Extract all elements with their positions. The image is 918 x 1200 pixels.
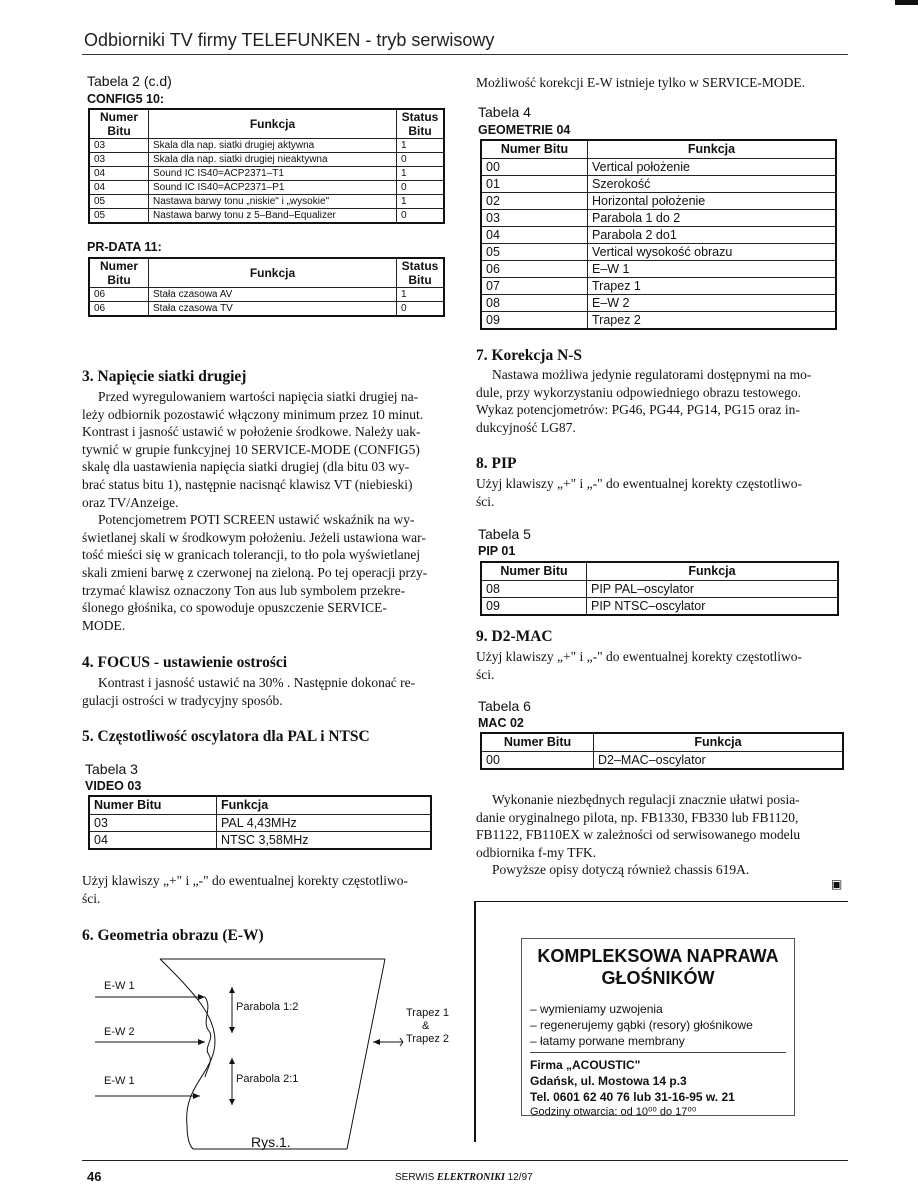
- ad-divider: [530, 1052, 786, 1053]
- text-line: Użyj klawiszy „+" i „-" do ewentualnej korekty częstotliwo-: [476, 476, 803, 491]
- ad-title-line2: GŁOŚNIKÓW: [601, 968, 715, 988]
- cell: 0: [397, 302, 445, 317]
- text-line: skalę dla uastawienia napięcia siatki drugiej (dla bitu 03 wy-: [82, 459, 410, 475]
- section-8-title: 8. PIP: [476, 455, 517, 472]
- cell: Nastawa barwy tonu z 5–Band–Equalizer: [149, 209, 397, 224]
- cell: Skala dla nap. siatki drugiej aktywna: [149, 139, 397, 153]
- ad-hours: Godziny otwarcia: od 10⁰⁰ do 17⁰⁰: [530, 1106, 697, 1118]
- ad-phone: Tel. 0601 62 40 76 lub 31-16-95 w. 21: [530, 1090, 735, 1104]
- cell: 05: [89, 209, 149, 224]
- prdata-table: [88, 257, 445, 317]
- text-line: ści.: [476, 666, 495, 682]
- ad-frame-left: [474, 901, 476, 1142]
- cell: 09: [481, 598, 587, 616]
- table-header: Numer Bitu: [89, 109, 149, 139]
- cell: Vertical wysokość obrazu: [588, 244, 837, 261]
- section-5-note: [82, 872, 448, 907]
- table4-sub: GEOMETRIE 04: [478, 123, 571, 137]
- table-row: [89, 167, 444, 181]
- text-line: świetlanej skali w środkowym położeniu. Jeżeli ustawiona war-: [82, 529, 426, 545]
- cell: 0: [397, 209, 445, 224]
- mac-table: [480, 732, 844, 770]
- cell: 04: [89, 832, 217, 850]
- ad-address: Gdańsk, ul. Mostowa 14 p.3: [530, 1074, 687, 1088]
- cell: 1: [397, 167, 445, 181]
- table-header: Status Bitu: [397, 258, 445, 288]
- ad-title-line1: KOMPLEKSOWA NAPRAWA: [537, 946, 779, 966]
- text-line: FB1122, FB110EX w zależności od serwisowanego modelu: [476, 827, 801, 843]
- section-3: [82, 368, 448, 634]
- table-row: [89, 181, 444, 195]
- section-3-title: 3. Napięcie siatki drugiej: [82, 368, 247, 385]
- ad-box: [521, 938, 795, 1116]
- text-line: MODE.: [82, 617, 126, 633]
- cell: 09: [481, 312, 588, 330]
- table5-caption: Tabela 5: [478, 526, 531, 542]
- table-header: Status Bitu: [397, 109, 445, 139]
- cell: PIP PAL–oscylator: [587, 581, 839, 598]
- table-header: Funkcja: [149, 109, 397, 139]
- label-parabola21: Parabola 2:1: [236, 1073, 299, 1085]
- table-header: Numer Bitu: [89, 796, 217, 815]
- ew2-arrowhead: [198, 1039, 205, 1045]
- magazine-issue: 12/97: [504, 1172, 533, 1183]
- table-header: Numer Bitu: [481, 733, 594, 752]
- table6-sub: MAC 02: [478, 716, 524, 730]
- table-row: [89, 832, 431, 850]
- section-8-text: [476, 475, 848, 510]
- cell: 08: [481, 295, 588, 312]
- cell: 07: [481, 278, 588, 295]
- ad-list: [530, 1001, 786, 1049]
- section-4-text: [82, 674, 448, 709]
- cell: Trapez 1: [588, 278, 837, 295]
- table-row: [481, 752, 843, 770]
- cell: Horizontal położenie: [588, 193, 837, 210]
- cell: D2–MAC–oscylator: [594, 752, 844, 770]
- section-3-p1: [82, 388, 448, 511]
- end-of-article-icon: ▣: [831, 877, 843, 891]
- text-line: danie oryginalnego pilota, np. FB1330, FB330 lub FB1120,: [476, 809, 799, 825]
- cell: 01: [481, 176, 588, 193]
- text-line: dule, przy wykorzystaniu odpowiedniego obrazu testowego.: [476, 384, 802, 400]
- text-line: leży odbiornik pozostawić włączony minimum przez 10 minut.: [82, 406, 424, 422]
- table6-caption: Tabela 6: [478, 698, 531, 714]
- text-line: dukcyjność LG87.: [476, 419, 576, 435]
- cell: PIP NTSC–oscylator: [587, 598, 839, 616]
- section-3-p2: [82, 511, 448, 634]
- waveform-left-curve: [160, 959, 215, 1149]
- text-line: Przed wyregulowaniem wartości napięcia siatki drugiej na-: [98, 389, 419, 404]
- list-item: – regenerujemy gąbki (resory) głośnikowe: [530, 1018, 753, 1032]
- table-header: Funkcja: [217, 796, 432, 815]
- section-8: [476, 455, 848, 510]
- cell: 03: [481, 210, 588, 227]
- table-row: [481, 244, 836, 261]
- cell: 00: [481, 752, 594, 770]
- table-row: [89, 209, 444, 224]
- table-header-row: [89, 796, 431, 815]
- text-line: ści.: [82, 890, 101, 906]
- table-row: [481, 176, 836, 193]
- cell: 04: [89, 181, 149, 195]
- table-header: Funkcja: [588, 140, 837, 159]
- text-line: oraz TV/Anzeige.: [82, 494, 179, 510]
- cell: Nastawa barwy tonu „niskie" i „wysokie": [149, 195, 397, 209]
- cell: 04: [89, 167, 149, 181]
- text-line: Potencjometrem POTI SCREEN ustawić wskaźnik na wy-: [98, 512, 415, 528]
- label-trapez2: Trapez 2: [406, 1033, 450, 1045]
- section-6-title: 6. Geometria obrazu (E-W): [82, 927, 264, 944]
- footer-rule: [82, 1160, 848, 1161]
- text-line: Nastawa możliwa jedynie regulatorami dostępnymi na mo-: [492, 367, 812, 382]
- cell: 03: [89, 139, 149, 153]
- table-row: [89, 302, 444, 317]
- table-row: [481, 581, 838, 598]
- text-line: tywnić w grupie funkcyjnej 10 SERVICE-MODE (CONFIG5): [82, 441, 420, 457]
- cell: Vertical położenie: [588, 159, 837, 176]
- table-header-row: [481, 562, 838, 581]
- table-header-row: [89, 258, 444, 288]
- cell: Trapez 2: [588, 312, 837, 330]
- corner-mark: [895, 0, 918, 5]
- table-header-row: [481, 140, 836, 159]
- magazine-prefix: SERWIS: [395, 1172, 438, 1183]
- table-row: [481, 159, 836, 176]
- cell: 1: [397, 288, 445, 302]
- label-trapez1: Trapez 1: [406, 1007, 450, 1019]
- table-row: [89, 139, 444, 153]
- cell: PAL 4,43MHz: [217, 815, 432, 832]
- table-row: [481, 210, 836, 227]
- cell: E–W 1: [588, 261, 837, 278]
- cell: 05: [89, 195, 149, 209]
- ad-firm: Firma „ACOUSTIC": [530, 1058, 641, 1072]
- ad-frame-top: [474, 901, 848, 902]
- cell: Skala dla nap. siatki drugiej nieaktywna: [149, 153, 397, 167]
- table-row: [481, 278, 836, 295]
- closing-paragraph: [476, 791, 848, 879]
- table-row: [481, 227, 836, 244]
- p12-up-arrowhead: [229, 987, 235, 993]
- cell: 06: [481, 261, 588, 278]
- table-row: [481, 598, 838, 616]
- label-ew1-bottom: E-W 1: [104, 1075, 135, 1087]
- magazine-name: [395, 1172, 533, 1183]
- table-header: Funkcja: [594, 733, 844, 752]
- geometrie-table: [480, 139, 837, 330]
- table-row: [481, 295, 836, 312]
- text-line: Kontrast i jasność ustawić na 30% . Następnie dokonać re-: [98, 675, 416, 690]
- p12-down-arrowhead: [229, 1027, 235, 1033]
- magazine-title: ELEKTRONIKI: [437, 1172, 505, 1183]
- text-line: Kontrast i jasność ustawić w położenie środkowe. Należy uak-: [82, 424, 421, 440]
- cell: NTSC 3,58MHz: [217, 832, 432, 850]
- text-line: tość mieści się w granicach tolerancji, to tło pola wyświetlanej: [82, 547, 421, 563]
- text-line: Wykonanie niezbędnych regulacji znacznie ułatwi posia-: [492, 792, 800, 807]
- table3-caption: Tabela 3: [85, 761, 138, 777]
- cell: 1: [397, 195, 445, 209]
- label-amp: &: [422, 1020, 430, 1032]
- table-row: [481, 312, 836, 330]
- cell: E–W 2: [588, 295, 837, 312]
- text-line: Użyj klawiszy „+" i „-" do ewentualnej korekty częstotliwo-: [476, 649, 803, 664]
- section-4: [82, 654, 448, 709]
- section-7: [476, 347, 848, 436]
- cell: 05: [481, 244, 588, 261]
- cell: 04: [481, 227, 588, 244]
- text-line: gulacji ostrości w tradycyjny sposób.: [82, 692, 283, 708]
- video-table: [88, 795, 432, 850]
- table-row: [89, 815, 431, 832]
- cell: 0: [397, 153, 445, 167]
- table-header: Numer Bitu: [481, 140, 588, 159]
- cell: 03: [89, 153, 149, 167]
- list-item: – wymieniamy uzwojenia: [530, 1002, 663, 1016]
- label-parabola12: Parabola 1:2: [236, 1001, 299, 1013]
- table-header: Numer Bitu: [481, 562, 587, 581]
- ew-bracket: [205, 997, 211, 1077]
- table2-prdata-title: PR-DATA 11:: [87, 240, 162, 254]
- cell: Stała czasowa AV: [149, 288, 397, 302]
- cell: Parabola 2 do1: [588, 227, 837, 244]
- table-header: Numer Bitu: [89, 258, 149, 288]
- label-ew1-top: E-W 1: [104, 980, 135, 992]
- text-line: ślonego głośnika, co spowoduje opuszczenie SERVICE-: [82, 600, 387, 616]
- table-header-row: [89, 109, 444, 139]
- text-line: ści.: [476, 493, 495, 509]
- cell: Parabola 1 do 2: [588, 210, 837, 227]
- text-line: Użyj klawiszy „+" i „-" do ewentualnej korekty częstotliwo-: [82, 873, 409, 888]
- section-9-title: 9. D2-MAC: [476, 628, 553, 645]
- table-row: [89, 195, 444, 209]
- table5-sub: PIP 01: [478, 544, 516, 558]
- table2-caption: Tabela 2 (c.d): [87, 73, 172, 89]
- page-number: 46: [87, 1169, 102, 1184]
- table2-config5-title: CONFIG5 10:: [87, 92, 165, 106]
- section-5-title: 5. Częstotliwość oscylatora dla PAL i NTSC: [82, 728, 370, 745]
- header-rule: [82, 54, 848, 55]
- table4-caption: Tabela 4: [478, 104, 531, 120]
- table-row: [481, 261, 836, 278]
- ew-intro: Możliwość korekcji E-W istnieje tylko w SERVICE-MODE.: [476, 75, 805, 90]
- section-7-text: [476, 366, 848, 436]
- text-line: Wykaz potencjometrów: PG46, PG44, PG14, PG15 oraz in-: [476, 402, 800, 418]
- table-row: [89, 153, 444, 167]
- cell: 02: [481, 193, 588, 210]
- cell: Sound IC IS40=ACP2371–T1: [149, 167, 397, 181]
- figure-caption: Rys.1.: [251, 1134, 291, 1150]
- p21-up-arrowhead: [229, 1058, 235, 1064]
- ew-diagram: [95, 955, 465, 1155]
- table-header: Funkcja: [587, 562, 839, 581]
- table-row: [481, 193, 836, 210]
- section-4-title: 4. FOCUS - ustawienie ostrości: [82, 654, 288, 671]
- cell: 00: [481, 159, 588, 176]
- table-row: [89, 288, 444, 302]
- label-ew2: E-W 2: [104, 1026, 135, 1038]
- text-line: odbiornika f-my TFK.: [476, 844, 597, 860]
- ew1-top-arrowhead: [198, 994, 205, 1000]
- text-line: brać status bitu 1), następnie nacisnąć klawisz VT (niebieski): [82, 476, 413, 492]
- cell: 06: [89, 302, 149, 317]
- cell: 1: [397, 139, 445, 153]
- cell: 08: [481, 581, 587, 598]
- table3-sub: VIDEO 03: [85, 779, 142, 793]
- text-line: Powyższe opisy dotyczą również chassis 619A.: [492, 862, 750, 878]
- cell: 0: [397, 181, 445, 195]
- list-item: – łatamy porwane membrany: [530, 1034, 685, 1048]
- trapez-left-arrowhead: [373, 1039, 380, 1045]
- p21-down-arrowhead: [229, 1099, 235, 1105]
- cell: 06: [89, 288, 149, 302]
- text-line: trzymać klawisz oznaczony Ton aus lub symbolem przekre-: [82, 582, 406, 598]
- table-header-row: [481, 733, 843, 752]
- text-line: skali zmieni barwę z czerwonej na zieloną. Po tej operacji przy-: [82, 564, 428, 580]
- page-header: Odbiorniki TV firmy TELEFUNKEN - tryb serwisowy: [84, 30, 495, 50]
- cell: Stała czasowa TV: [149, 302, 397, 317]
- section-9: [476, 628, 848, 683]
- section-9-text: [476, 648, 848, 683]
- config5-table: [88, 108, 445, 224]
- trapez-edge-line: [347, 959, 385, 1149]
- ew1-bottom-arrowhead: [193, 1093, 200, 1099]
- pip-table: [480, 561, 839, 616]
- cell: Sound IC IS40=ACP2371–P1: [149, 181, 397, 195]
- table-header: Funkcja: [149, 258, 397, 288]
- section-7-title: 7. Korekcja N-S: [476, 347, 583, 364]
- cell: 03: [89, 815, 217, 832]
- cell: Szerokość: [588, 176, 837, 193]
